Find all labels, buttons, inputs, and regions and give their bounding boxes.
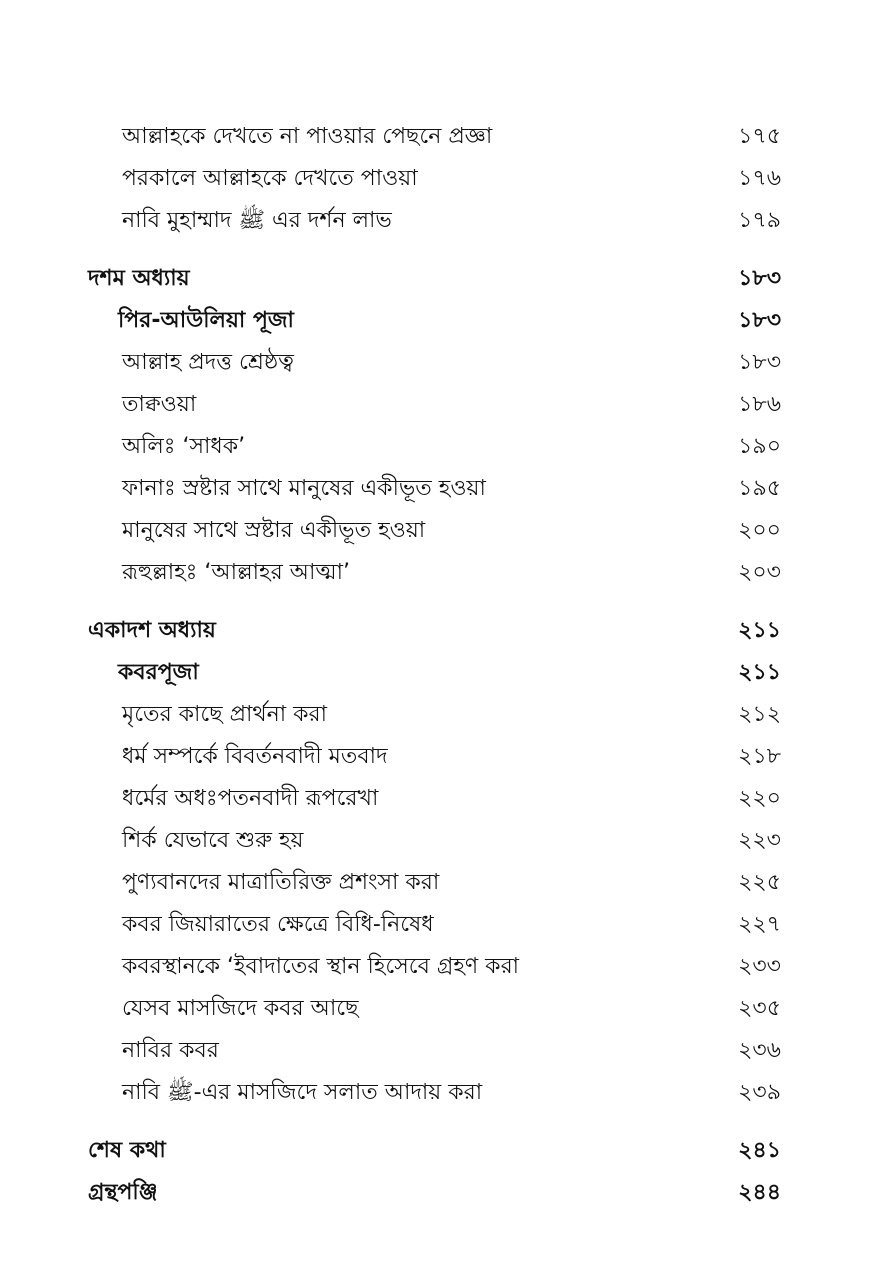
toc-entry-title: কবর জিয়ারাতের ক্ষেত্রে বিধি-নিষেধ [122,912,434,937]
toc-chapter-heading [0,259,869,299]
toc-entry-page: ১৭৬ [738,166,781,191]
toc-entry [0,779,869,819]
toc-entry [0,117,869,157]
toc-entry [0,343,869,383]
toc-chapter-title: একাদশ অধ্যায় [88,618,216,643]
toc-section-heading [0,301,869,341]
toc-chapter-heading [0,1131,869,1171]
toc-entry-title: নাবি মুহাম্মাদ ﷺ এর দর্শন লাভ [122,208,392,233]
toc-entry-page: ২২৩ [738,828,781,853]
toc-entry-title: মৃতের কাছে প্রার্থনা করা [122,702,328,727]
toc-entry-title: রূহুল্লাহঃ ‘আল্লাহর আত্মা’ [122,560,350,585]
toc-entry-title: নাবির কবর [122,1038,219,1063]
toc-entry-title: শির্ক যেভাবে শুরু হয় [122,828,304,853]
toc-entry [0,1073,869,1113]
toc-chapter-heading [0,611,869,651]
toc-entry-title: ধর্ম সম্পর্কে বিবর্তনবাদী মতবাদ [122,744,388,769]
toc-entry-page: ২৩৫ [738,996,781,1021]
toc-chapter-page: ২১১ [738,618,781,643]
toc-entry-title: পুণ্যবানদের মাত্রাতিরিক্ত প্রশংসা করা [122,870,440,895]
toc-section-page: ১৮৩ [738,308,781,333]
toc-chapter-title: গ্রন্থপঞ্জি [88,1180,158,1205]
toc-chapter-page: ১৮৩ [738,266,781,291]
toc-entry-title: পরকালে আল্লাহকে দেখতে পাওয়া [122,166,418,191]
toc-entry-title: ফানাঃ স্রষ্টার সাথে মানুষের একীভূত হওয়া [122,476,486,501]
toc-entry [0,905,869,945]
toc-entry-page: ২৩৩ [738,954,781,979]
toc-chapter-page: ২৪১ [738,1138,781,1163]
toc-entry [0,159,869,199]
toc-section-page: ২১১ [738,660,781,685]
toc-chapter-heading [0,1173,869,1213]
toc-entry-page: ২১২ [738,702,781,727]
toc-entry-page: ২২৫ [738,870,781,895]
toc-entry-title: আল্লাহকে দেখতে না পাওয়ার পেছনে প্রজ্ঞা [122,124,493,149]
toc-entry-page: ২২০ [738,786,781,811]
toc-entry [0,427,869,467]
toc-entry [0,201,869,241]
toc-entry [0,553,869,593]
toc-entry-page: ২২৭ [738,912,781,937]
toc-section-title: কবরপূজা [118,660,199,685]
toc-entry-page: ১৯০ [738,434,781,459]
toc-entry [0,511,869,551]
toc-entry-page: ১৭৫ [738,124,781,149]
toc-section-heading [0,653,869,693]
toc-entry [0,821,869,861]
toc-entry-title: মানুষের সাথে স্রষ্টার একীভূত হওয়া [122,518,426,543]
toc-entry [0,947,869,987]
toc-chapter-title: শেষ কথা [88,1138,166,1163]
toc-entry [0,1031,869,1071]
toc-entry-page: ২৩৬ [738,1038,781,1063]
toc-entry-page: ১৮৬ [738,392,781,417]
toc-entry-page: ১৮৩ [738,350,781,375]
toc-entry-page: ২০৩ [738,560,781,585]
toc-entry [0,385,869,425]
toc-entry-title: তাক্বওয়া [122,392,197,417]
toc-entry-page: ২০০ [738,518,781,543]
toc-entry [0,469,869,509]
toc-entry-page: ১৭৯ [738,208,781,233]
toc-entry-title: কবরস্থানকে ‘ইবাদাতের স্থান হিসেবে গ্রহণ করা [122,954,520,979]
toc-entry-page: ২১৮ [738,744,781,769]
toc-entry [0,989,869,1029]
toc-entry-title: ধর্মের অধঃপতনবাদী রূপরেখা [122,786,379,811]
toc-entry-title: নাবি ﷺ-এর মাসজিদে সলাত আদায় করা [122,1080,483,1105]
toc-entry-title: যেসব মাসজিদে কবর আছে [122,996,359,1021]
toc-entry-title: আল্লাহ প্রদত্ত শ্রেষ্ঠত্ব [122,350,294,375]
toc-entry [0,737,869,777]
toc-section-title: পির-আউলিয়া পূজা [118,308,294,333]
toc-chapter-title: দশম অধ্যায় [88,266,190,291]
toc-chapter-page: ২৪৪ [738,1180,781,1205]
toc-entry-page: ২৩৯ [738,1080,781,1105]
toc-entry-title: অলিঃ ‘সাধক’ [122,434,246,459]
toc-entry [0,863,869,903]
toc-entry-page: ১৯৫ [738,476,781,501]
toc-entry [0,695,869,735]
